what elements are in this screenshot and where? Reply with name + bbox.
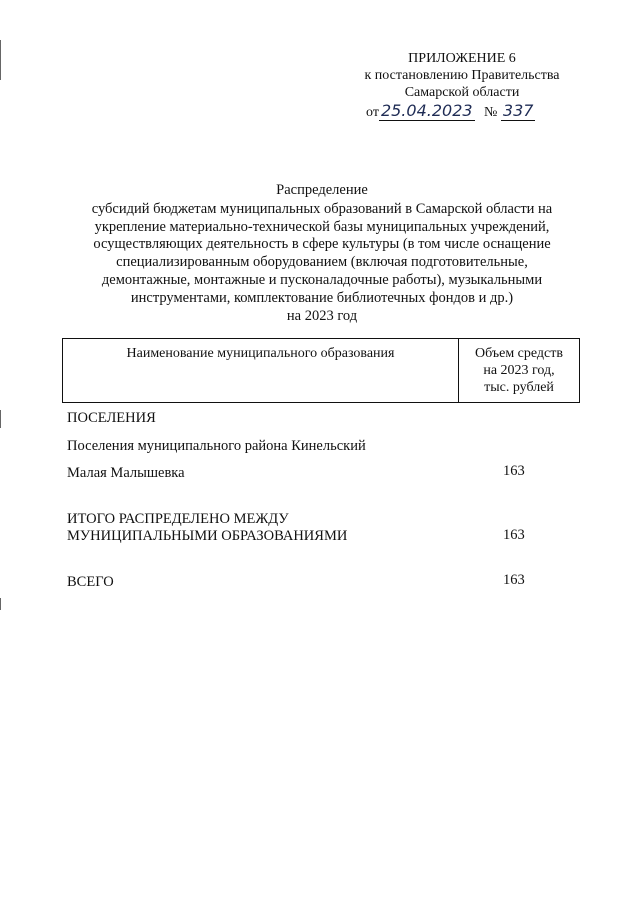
appendix-header [352, 50, 572, 121]
section-heading: ПОСЕЛЕНИЯ [67, 410, 156, 426]
grand-total-value: 163 [503, 572, 525, 588]
total-distributed-label [67, 511, 347, 545]
document-title [62, 182, 582, 325]
column-header-volume-line: тыс. рублей [484, 380, 554, 395]
total-distributed-value: 163 [503, 527, 525, 543]
title-line: инструментами, комплектование библиотечных фондов и др.) [130, 289, 514, 306]
title-line: на 2023 год [286, 307, 358, 324]
date-prefix: от [366, 105, 379, 120]
settlement-name: Малая Малышевка [67, 465, 185, 481]
title-line: специализированным оборудованием (включая подготовительные, [116, 254, 528, 271]
appendix-region-line: Самарской области [404, 85, 520, 100]
district-heading: Поселения муниципального района Кинельский [67, 438, 366, 454]
scan-edge-mark [0, 40, 1, 80]
appendix-title: ПРИЛОЖЕНИЕ 6 [408, 51, 516, 66]
decree-date: 25.04.2023 [380, 101, 473, 120]
decree-number: 337 [502, 101, 534, 120]
column-header-volume [459, 339, 580, 403]
column-header-name: Наименование муниципального образования [63, 339, 459, 403]
title-line: субсидий бюджетам муниципальных образований в Самарской области на [91, 200, 553, 217]
title-heading: Распределение [276, 182, 368, 198]
grand-total-label: ВСЕГО [67, 574, 114, 590]
decree-date-line [352, 102, 572, 121]
scan-edge-mark [0, 410, 1, 428]
title-line: укрепление материально-технической базы муниципальных учреждений, [94, 218, 550, 235]
scan-edge-mark [0, 598, 1, 610]
total-distributed-line: МУНИЦИПАЛЬНЫМИ ОБРАЗОВАНИЯМИ [67, 528, 348, 544]
title-line: демонтажные, монтажные и пусконаладочные работы), музыкальными [101, 271, 543, 288]
total-distributed-line: ИТОГО РАСПРЕДЕЛЕНО МЕЖДУ [67, 511, 289, 527]
settlement-value: 163 [503, 463, 525, 479]
title-line: осуществляющих деятельность в сфере культуры (в том числе оснащение [93, 236, 551, 253]
column-header-volume-line: Объем средств [474, 346, 563, 361]
appendix-decree-line: к постановлению Правительства [364, 68, 560, 83]
number-prefix: № [484, 105, 498, 120]
column-header-volume-line: на 2023 год, [483, 363, 555, 378]
allocation-table-header [62, 338, 580, 403]
